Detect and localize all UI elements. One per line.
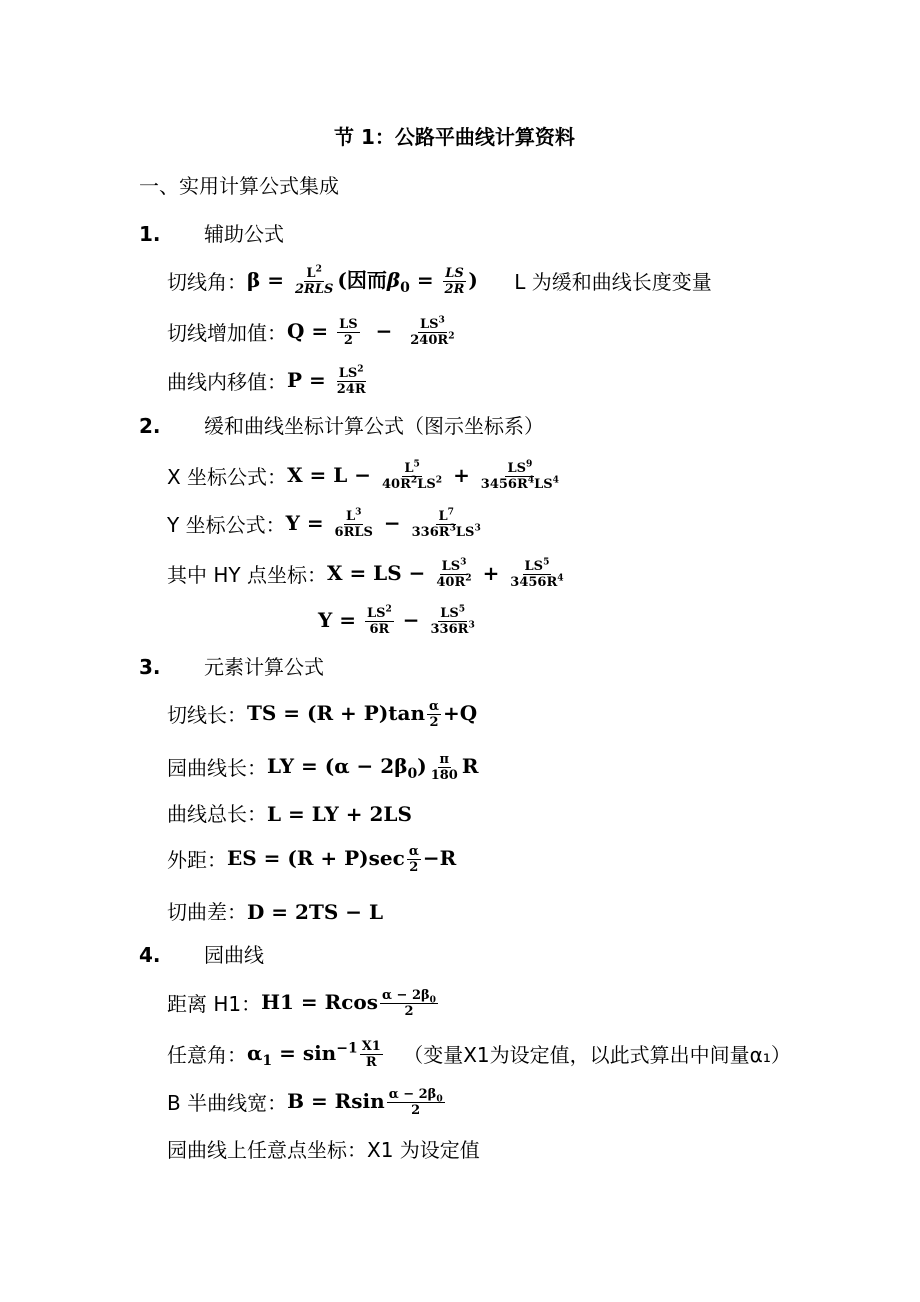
formula-hy-y [318,603,479,638]
section-heading: 一、实用计算公式集成 [139,174,339,198]
formula-note: （变量X1为设定值，以此式算出中间量α₁） [403,1042,791,1067]
formula-total-length [167,798,412,828]
section-title-2: 缓和曲线坐标计算公式（图示坐标系） [204,414,544,438]
formula-expression: Q = $\frac{LS}{2}$ − $\frac{LS^3}{240R^2}$ [287,314,455,349]
formula-expression: ES = (R + P)sec $\frac{\alpha}{2}$ −R [227,843,457,876]
formula-label: 切曲差： [167,899,247,924]
formula-distance-h1 [167,988,440,1019]
formula-half-width [167,1087,447,1118]
formula-note: L 为缓和曲线长度变量 [514,269,712,294]
formula-expression: H1 = Rcos $\frac{\alpha - 2\beta_0}{2}$ [261,987,436,1020]
formula-label: 曲线内移值： [167,369,287,394]
formula-expression: Y = $\frac{L^3}{\text{6RLS}}$ − $\frac{L^7}{336R^3LS^3}$ [285,506,481,541]
formula-expression: B = Rsin $\frac{\alpha - 2\beta_0}{2}$ [287,1086,443,1119]
formula-label: 距离 H1： [167,991,262,1016]
formula-expression: P = $\frac{LS^2}{24R}$ [287,363,366,398]
formula-label: B 半曲线宽： [167,1090,288,1115]
formula-arbitrary-angle [167,1039,791,1070]
formula-expression: L = LY + 2LS [267,801,412,826]
section-number-3: 3. [139,655,161,679]
formula-label: 曲线总长： [167,801,267,826]
formula-hy-x [167,556,568,591]
formula-expression: LY = $(\alpha - 2\beta_0)$ $\frac{\pi}{180}$ R [267,751,479,784]
formula-label: X 坐标公式： [167,464,288,489]
formula-expression: Y = $\frac{LS^2}{6R}$ − $\frac{LS^5}{336R^3}$ [318,603,475,638]
formula-label: 其中 HY 点坐标： [167,562,327,587]
section-title-4: 园曲线 [204,943,264,967]
formula-y-coordinate [167,506,485,541]
formula-label: 切线长： [167,702,247,727]
section-title-1: 辅助公式 [204,222,284,246]
formula-label: 任意角： [167,1042,247,1067]
page-title: 节 1：公路平曲线计算资料 [334,125,575,149]
formula-external-distance [167,844,456,875]
formula-x-coordinate [167,458,563,493]
formula-tangent-curve-difference [167,896,383,926]
formula-curve-shift [167,363,370,398]
section-number-1: 1. [139,222,161,246]
arbitrary-point-note: 园曲线上任意点坐标：X1 为设定值 [167,1138,480,1162]
formula-label: 园曲线长： [167,755,267,780]
formula-tangent-length [167,699,477,730]
formula-expression: $\alpha_1 = \sin^{-1}$ $\frac{X1}{R}$ [247,1038,381,1071]
section-number-4: 4. [139,943,161,967]
section-number-2: 2. [139,414,161,438]
formula-expression: β = $\frac{L^2}{\text{2RLS}}$ (因而$\beta_0$ = $\frac{LS}{2R}$ ) [247,263,478,298]
formula-circular-length [167,752,478,783]
section-title-3: 元素计算公式 [204,655,324,679]
formula-expression: X = L − $\frac{L^5}{40R^2LS^2}$ + $\frac{LS^9}{3456R^4LS^4}$ [287,458,559,493]
formula-expression: TS = (R + P)tan $\frac{\alpha}{2}$ +Q [247,698,478,731]
formula-label: 切线增加值： [167,320,287,345]
formula-tangent-increment [167,314,459,349]
formula-label: 切线角： [167,269,247,294]
formula-expression: X = LS − $\frac{LS^3}{40R^2}$ + $\frac{LS^5}{3456R^4}$ [326,556,564,591]
formula-tangent-angle [167,263,712,298]
formula-label: Y 坐标公式： [167,512,286,537]
formula-expression: D = 2TS − L [247,899,384,924]
formula-label: 外距： [167,847,227,872]
